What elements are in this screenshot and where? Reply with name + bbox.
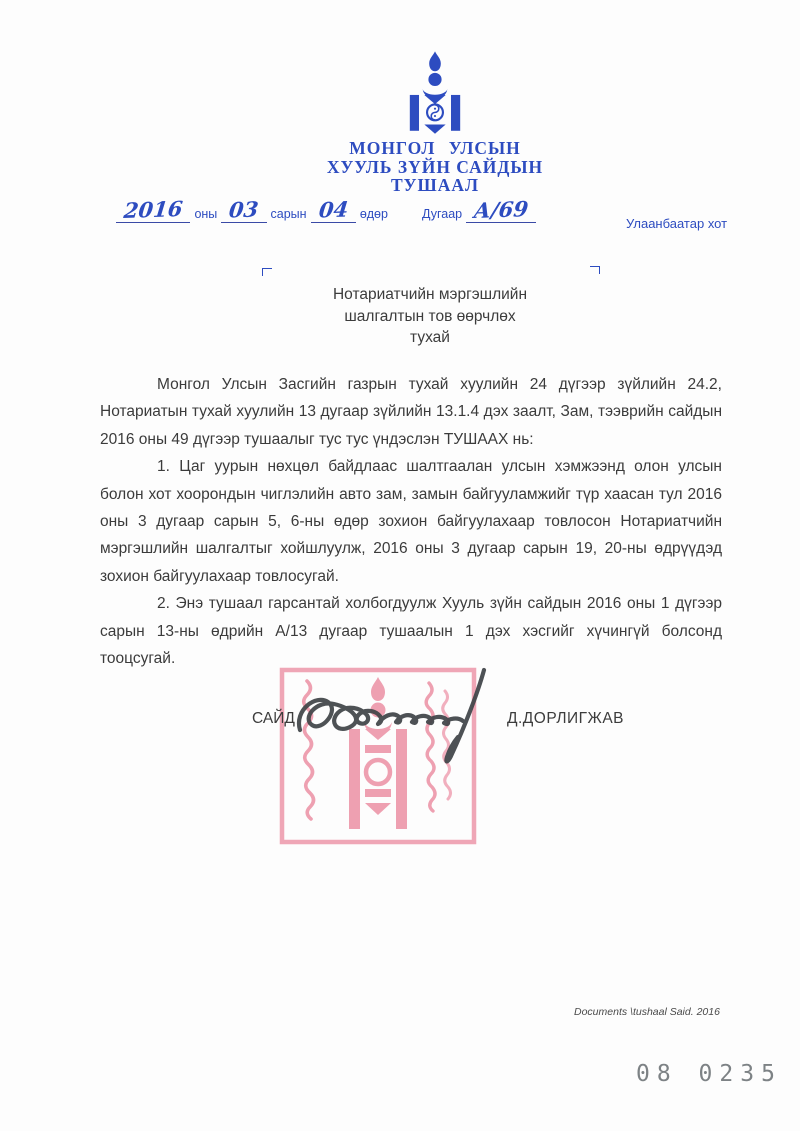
date-month-value: 03 [227, 196, 260, 223]
subject-line-2: шалгалтын тов өөрчлөх [344, 307, 516, 325]
document-note: Documents \tushaal Said. 2016 [574, 1006, 720, 1018]
corner-mark-right [590, 266, 600, 274]
body-text [100, 371, 722, 672]
date-month-label: сарын [270, 207, 307, 221]
date-year-label: оны [194, 207, 218, 221]
clause-1-paragraph: 1. Цаг уурын нөхцөл байдлаас шалтгаалан улсын хэмжээнд олон улсын болон хот хоорондын чиглэлийн авто зам, замын байгууламжийг түр хаасан тул 2016 оны 3 дугаар сарын 5, 6-ны өдөр зохион байгуулахаар товлосон Нотариатчийн мэргэшлийн шалгалтыг хойшлуулж, 2016 оны 3 дугаар сарын 19, 20-ны өдрүүдэд зохион байгуулахаар товлосугай. [100, 458, 722, 585]
date-month-field [221, 196, 266, 223]
subject-line-3: тухай [410, 329, 450, 346]
authority-line-2: ХУУЛЬ ЗҮЙН САЙДЫН [326, 156, 544, 177]
issuing-authority [185, 139, 685, 195]
flame-icon [429, 51, 441, 71]
signer-name: Д.ДОРЛИГЖАВ [507, 710, 625, 727]
signer-title: САЙД [252, 710, 295, 727]
order-number-label: Дугаар [422, 207, 463, 221]
order-number-field [466, 196, 536, 223]
subject-line-1: Нотариатчийн мэргэшлийн [332, 286, 528, 303]
order-number-value: А/69 [472, 196, 530, 223]
sun-icon [428, 73, 441, 86]
subject-title [230, 284, 630, 349]
date-day-value: 04 [317, 196, 350, 223]
registry-number-stamp: 08 0235 [636, 1061, 782, 1087]
clause-2-paragraph: 2. Энэ тушаал гарсантай холбогдуулж Хууль зүйн сайдын 2016 оны 1 дүгээр сарын 13-ны өдрийн А/13 дугаар тушаалын 1 дэх хэсгийг хүчингүй болсонд тооцсугай. [100, 595, 722, 668]
preamble-paragraph: Монгол Улсын Засгийн газрын тухай хуулийн 24 дүгээр зүйлийн 24.2, Нотариатын тухай хуулийн 13 дугаар зүйлийн 13.1.4 дэх заалт, Зам, тээврийн сайдын 2016 оны 49 дүгээр тушаалыг тус тус үндэслэн ТУШААХ нь: [100, 376, 722, 448]
minister-signature [288, 664, 516, 772]
authority-line-3: ТУШААЛ [390, 175, 480, 195]
date-year-field [116, 195, 190, 224]
authority-line-1: МОНГОЛ УЛСЫН [349, 138, 521, 158]
date-year-value: 2016 [122, 195, 184, 224]
corner-mark-left [262, 268, 272, 276]
date-day-label: өдөр [359, 207, 388, 221]
date-line [116, 195, 392, 224]
date-day-field [311, 196, 356, 223]
soyombo-emblem [404, 50, 466, 136]
city-label: Улаанбаатар хот [626, 216, 728, 231]
order-number [418, 196, 536, 223]
